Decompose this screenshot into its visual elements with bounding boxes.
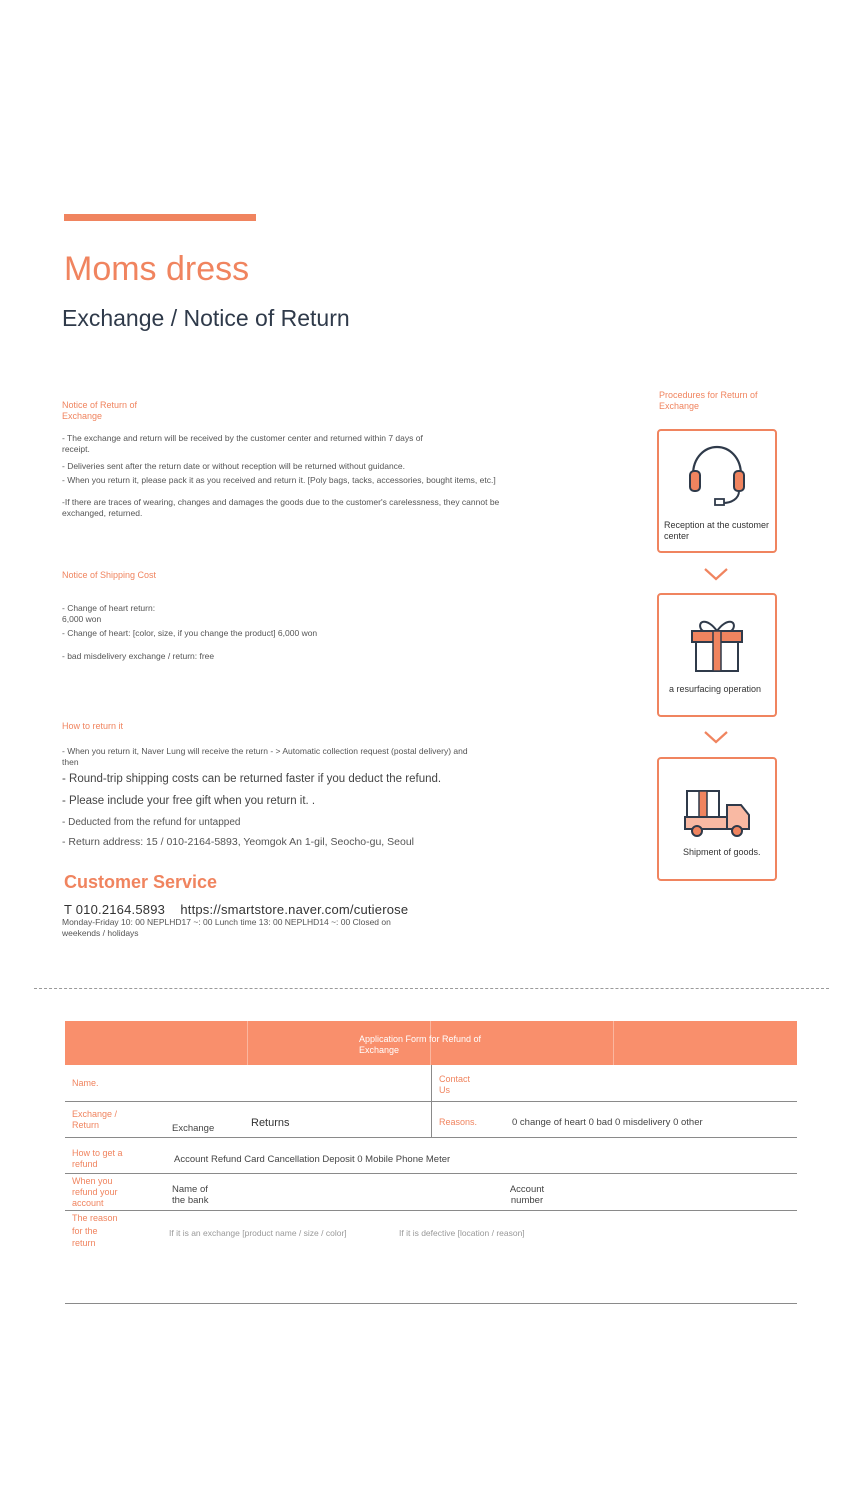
form-title: Application Form for Refund of Exchange	[359, 1034, 482, 1055]
exchange-hint[interactable]: If it is an exchange [product name / size / color]	[169, 1228, 347, 1238]
contact-label: Contact Us	[439, 1074, 471, 1095]
headset-icon	[687, 443, 747, 507]
procedure-title: Procedures for Return of Exchange	[659, 390, 758, 411]
how-to-return-line-4: - Deducted from the refund for untapped	[62, 817, 241, 828]
customer-service-contact	[64, 902, 408, 917]
how-to-return-line-1: - When you return it, Naver Lung will receive the return - > Automatic collection request (postal delivery) and then	[62, 746, 468, 767]
returns-option[interactable]: Returns	[251, 1117, 290, 1129]
account-number-label: Account number	[509, 1184, 545, 1206]
refund-method-options[interactable]: Account Refund Card Cancellation Deposit 0 Mobile Phone Meter	[174, 1154, 451, 1165]
return-reason-label: The reason for the return	[72, 1213, 118, 1248]
row-line	[65, 1173, 797, 1174]
store-url[interactable]: https://smartstore.naver.com/cutierose	[180, 902, 409, 917]
shipping-line-3: - bad misdelivery exchange / return: free	[62, 651, 215, 661]
row-line	[65, 1210, 797, 1211]
procedure-step-label: Reception at the customer center	[664, 520, 770, 541]
brand-title: Moms dress	[64, 250, 250, 288]
how-to-return-title: How to return it	[62, 721, 124, 731]
row-line	[65, 1137, 797, 1138]
reasons-options[interactable]: 0 change of heart 0 bad 0 misdelivery 0 other	[512, 1117, 703, 1128]
row-line	[65, 1101, 797, 1102]
procedure-step-resurfacing	[657, 593, 777, 717]
exchange-return-label: Exchange / Return	[72, 1109, 118, 1130]
accent-bar	[64, 214, 256, 221]
gift-box-icon	[689, 615, 745, 673]
notice-shipping-title: Notice of Shipping Cost	[62, 570, 157, 580]
notice-return-line-2: - Deliveries sent after the return date or without reception will be returned without guidance.	[62, 461, 406, 471]
delivery-truck-icon	[683, 787, 751, 837]
form-bottom-line	[65, 1303, 797, 1304]
shipping-line-1: - Change of heart return: 6,000 won	[62, 603, 156, 624]
name-label: Name.	[72, 1078, 99, 1088]
notice-return-line-4: -If there are traces of wearing, changes and damages the goods due to the customer's carelessness, they cannot be exchanged, returned.	[62, 497, 500, 518]
exchange-option[interactable]: Exchange	[172, 1123, 215, 1134]
refund-method-label: How to get a refund	[72, 1148, 123, 1169]
notice-return-line-1: - The exchange and return will be received by the customer center and returned within 7 days of receipt.	[62, 433, 423, 454]
procedure-step-reception	[657, 429, 777, 553]
chevron-down-icon	[703, 567, 729, 581]
business-hours: Monday-Friday 10: 00 NEPLHD17 ~: 00 Lunch time 13: 00 NEPLHD14 ~: 00 Closed on weekends / holidays	[62, 917, 391, 938]
phone-number: T 010.2164.5893	[64, 902, 166, 917]
refund-account-label: When you refund your account	[72, 1176, 118, 1208]
procedure-step-label: Shipment of goods.	[683, 847, 761, 857]
bank-name-label: Name of the bank	[172, 1184, 209, 1206]
how-to-return-line-3: - Please include your free gift when you return it. .	[62, 795, 316, 807]
reasons-label: Reasons.	[439, 1117, 478, 1127]
how-to-return-line-2: - Round-trip shipping costs can be returned faster if you deduct the refund.	[62, 773, 442, 785]
chevron-down-icon	[703, 730, 729, 744]
customer-service-title: Customer Service	[64, 872, 218, 892]
procedure-step-label: a resurfacing operation	[669, 684, 762, 694]
return-address: - Return address: 15 / 010-2164-5893, Yeomgok An 1-gil, Seocho-gu, Seoul	[62, 836, 414, 848]
defect-hint[interactable]: If it is defective [location / reason]	[399, 1228, 525, 1238]
procedure-step-shipment	[657, 757, 777, 881]
form-header	[65, 1021, 797, 1065]
section-divider	[34, 988, 829, 989]
shipping-line-2: - Change of heart: [color, size, if you change the product] 6,000 won	[62, 628, 318, 638]
notice-return-title: Notice of Return of Exchange	[62, 400, 138, 421]
notice-return-line-3: - When you return it, please pack it as you received and return it. [Poly bags, tacks, accessories, bought items, etc.]	[62, 475, 496, 485]
page-title: Exchange / Notice of Return	[62, 305, 350, 331]
